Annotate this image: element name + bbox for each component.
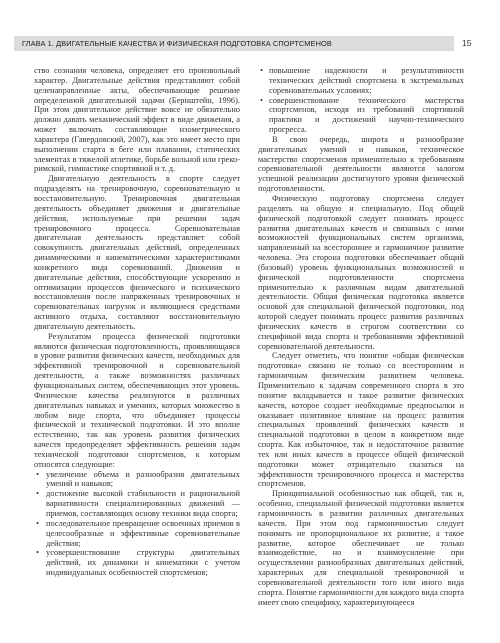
list-item: • повышение надежности и результативности технических действий спортсмена в экстремальных соревновательных условиях;: [258, 66, 464, 96]
paragraph: Двигательную деятельность в спорте следует подразделять на тренировочную, соревновательную и восстановительную. Тренировочная двигательная деятельность объединяет движения и двигательные действия, используемые при решении задач тренировочного процесса. Соревновательная двигательная деятельность представляет собой совокупность двигательных действий, определенных динамическими и кинематическими характеристиками конкретного вида соревнований. Движения и двигательные действия, способствующие ускорению и оптимизации процессов физического и психического восстановления после напряженных тренировочных и соревновательных нагрузок и являющиеся средствами активного отдыха, составляют восстановительную двигательную деятельность.: [34, 174, 240, 331]
right-column: [258, 66, 464, 607]
paragraph: Следует отметить, что понятие «общая физическая подготовка» связано не только со всесторонним и гармоничным физическим развитием человека. Применительно к задачам современного спорта в это понятие вкладывается и такое развитие физических качеств, которое создает необходимые предпосылки и оказывает позитивное влияние на процесс развития специальных проявлений физических качеств и специальной подготовки в целом в конкретном виде спорта. Как избыточное, так и недостаточное развитие тех или иных качеств в процессе общей физической подготовки может отрицательно сказаться на эффективности тренировочного процесса и мастерства спортсменов.: [258, 351, 464, 489]
page-number: 15: [462, 38, 472, 48]
list-item: • увеличение объема и разнообразия двигательных умений и навыков;: [34, 470, 240, 490]
paragraph: В свою очередь, широта и разнообразие двигательных умений и навыков, техническое мастерство спортсменов применительно к требованиям соревновательной деятельности являются залогом успешной реализации достигнутого уровня физической подготовленности.: [258, 134, 464, 194]
paragraph: ство сознания человека, определяет его произвольный характер. Двигательные действия представляют собой целенаправленные акты, обеспечивающие решение определенной двигательной задачи (Бернштейн, 1996). При этом двигательное действие вовсе не обязательно должно давать механический эффект в виде движения, а может включать составляющие изометрического характера (Гавердовский, 2007), как это имеет место при выполнении старта в беге или плавании, статических элементах в тяжелой атлетике, борьбе вольной или греко-римской, гимнастике спортивной и т. д.: [34, 66, 240, 174]
list-item: • усовершенствование структуры двигательных действий, их динамики и кинематики с учетом индивидуальных особенностей спортсменов;: [34, 548, 240, 578]
list-item: • совершенствование технического мастерства спортсменов, исходя из требований спортивной практики и достижений научно-технического прогресса.: [258, 96, 464, 135]
list-item: • достижение высокой стабильности и рациональной вариативности специализированных движений — приемов, составляющих основу техники вида спорта;: [34, 489, 240, 519]
task-list: [34, 470, 240, 578]
task-list-continued: [258, 66, 464, 135]
left-column: [34, 66, 240, 578]
paragraph: Физическую подготовку спортсмена следует разделять на общую и специальную. Под общей физической подготовкой следует понимать процесс развития двигательных качеств и связанных с ними возможностей функциональных систем организма, направленный на всестороннее и гармоничное развитие человека. Эта сторона подготовки обеспечивает общий (базовый) уровень функциональных возможностей и физической подготовленности спортсмена применительно к различным видам двигательной деятельности. Общая физическая подготовка является основой для специальной физической подготовки, под которой следует понимать процесс развития различных физических качеств в строгом соответствии со спецификой вида спорта и требованиями эффективной соревновательной деятельности.: [258, 193, 464, 351]
chapter-title: ГЛАВА 1. ДВИГАТЕЛЬНЫЕ КАЧЕСТВА И ФИЗИЧЕСКАЯ ПОДГОТОВКА СПОРТСМЕНОВ: [22, 39, 332, 48]
page-header: [0, 0, 500, 58]
paragraph: Результатом процесса физической подготовки являются физическая подготовленность, проявляющаяся в уровне развития физических качеств, необходимых для эффективной тренировочной и соревновательной деятельности, а также возможностях различных функциональных систем, обеспечивающих этот уровень. Физические качества реализуются в различных двигательных навыках и умениях, которых множество в любом виде спорта, что объединяет процессы физической и технической подготовки. И это вполне естественно, так как уровень развития физических качеств предопределяет эффективность решения задач технической подготовки спортсменов, к которым относятся следующие:: [34, 331, 240, 469]
list-item: • последовательное превращение освоенных приемов в целесообразные и эффективные соревновательные действия;: [34, 519, 240, 549]
paragraph: Принципиальной особенностью как общей, так и, особенно, специальной физической подготовки является гармоничность в развитии различных двигательных качеств. При этом под гармоничностью следует понимать не пропорциональное их развитие, а такое развитие, которое обеспечивает не только взаимодействие, но и взаимоусиление при осуществлении разнообразных двигательных действий, характерных для специальной тренировочной и соревновательной деятельности того или иного вида спорта. Понятие гармоничности для каждого вида спорта имеет свою специфику, характеризующееся: [258, 489, 464, 607]
